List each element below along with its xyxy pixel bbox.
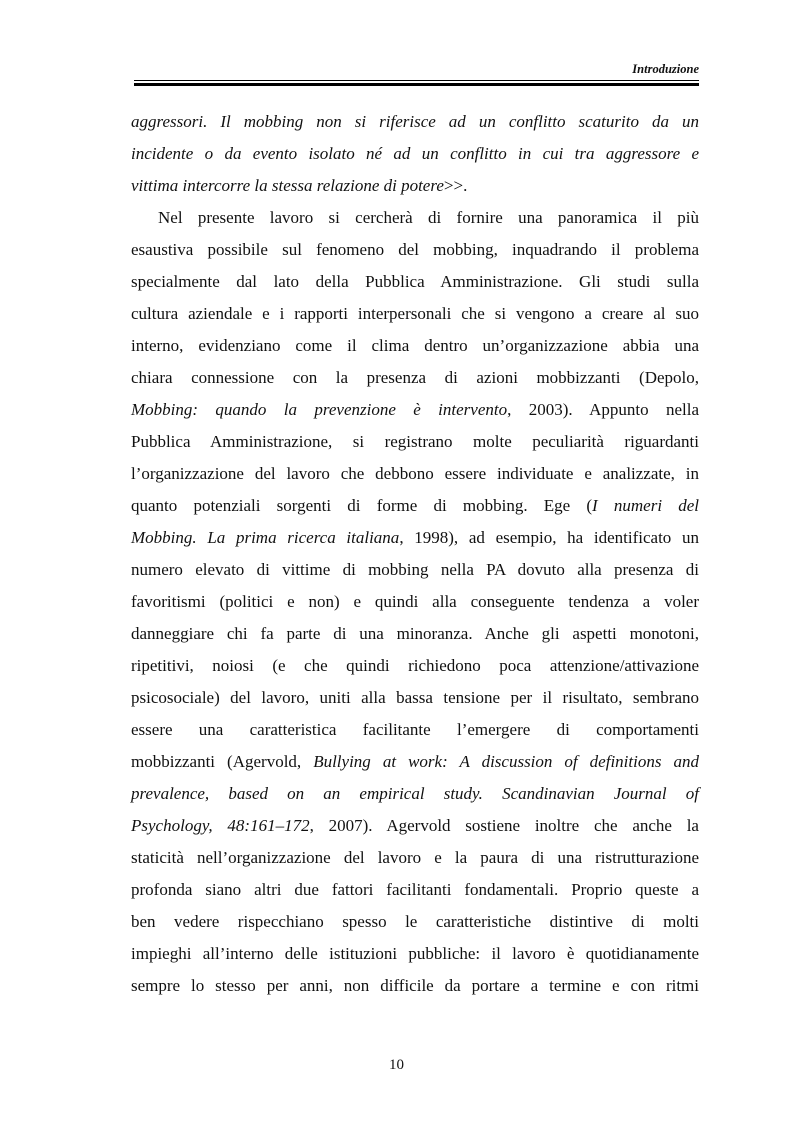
text-segment: specialmente dal lato della Pubblica Amministrazione. Gli studi sulla [131,272,699,291]
text-line [131,458,699,490]
text-segment: numero elevato di vittime di mobbing nella PA dovuto alla presenza di [131,560,699,579]
text-line [131,330,699,362]
page-number: 10 [389,1057,404,1073]
text-line [131,650,699,682]
text-segment: Bullying at work: A discussion of definitions and [313,752,699,771]
text-line [131,522,699,554]
text-line [131,266,699,298]
text-line [131,554,699,586]
text-segment: incidente o da evento isolato né ad un conflitto in cui tra aggressore e [131,144,699,163]
text-segment: , 1998), ad esempio, ha identificato un [399,528,699,547]
running-header [134,62,699,82]
text-segment: impieghi all’interno delle istituzioni pubbliche: il lavoro è quotidianamente [131,944,699,963]
text-segment: sempre lo stesso per anni, non difficile da portare a termine e con ritmi [131,976,699,995]
text-line [131,682,699,714]
text-line [131,426,699,458]
text-segment: interno, evidenziano come il clima dentro un’organizzazione abbia una [131,336,699,355]
text-segment: cultura aziendale e i rapporti interpersonali che si vengono a creare al suo [131,304,699,323]
text-segment: Pubblica Amministrazione, si registrano molte peculiarità riguardanti [131,432,699,451]
text-line [131,138,699,170]
text-segment: , 2003). Appunto nella [507,400,699,419]
text-line [131,490,699,522]
text-line [131,618,699,650]
text-segment: esaustiva possibile sul fenomeno del mobbing, inquadrando il problema [131,240,699,259]
text-line [131,362,699,394]
text-line [131,810,699,842]
text-segment: mobbizzanti (Agervold, [131,752,314,771]
text-line [131,938,699,970]
text-segment: quanto potenziali sorgenti di forme di mobbing. Ege ( [131,496,593,515]
text-line [131,970,699,1002]
text-segment: vittima intercorre la stessa relazione di potere [131,176,444,195]
text-segment: psicosociale) del lavoro, uniti alla bassa tensione per il risultato, sembrano [131,688,699,707]
text-segment: favoritismi (politici e non) e quindi alla conseguente tendenza a voler [131,592,699,611]
text-line [131,714,699,746]
text-segment: Mobbing. La prima ricerca italiana [131,528,400,547]
text-segment: ben vedere rispecchiano spesso le caratteristiche distintive di molti [131,912,699,931]
text-segment: danneggiare chi fa parte di una minoranza. Anche gli aspetti monotoni, [131,624,699,643]
header-rule-thin [134,80,699,81]
text-segment: prevalence, based on an empirical study. Scandinavian Journal of [131,784,699,803]
text-line [131,746,699,778]
text-segment: Nel presente lavoro si cercherà di fornire una panoramica il più [158,208,699,227]
text-segment: profonda siano altri due fattori facilitanti fondamentali. Proprio queste a [131,880,699,899]
text-line [131,586,699,618]
text-segment: ripetitivi, noiosi (e che quindi richiedono poca attenzione/attivazione [131,656,699,675]
running-header-title: Introduzione [632,62,699,76]
body-text [131,106,699,1002]
text-line [131,170,699,202]
text-segment: essere una caratteristica facilitante l’emergere di comportamenti [131,720,699,739]
text-segment: staticità nell’organizzazione del lavoro e la paura di una ristrutturazione [131,848,699,867]
text-line [131,394,699,426]
text-segment: aggressori. Il mobbing non si riferisce ad un conflitto scaturito da un [131,112,699,131]
text-line [131,906,699,938]
text-line [131,202,699,234]
header-rule-thick [134,83,699,86]
text-segment: l’organizzazione del lavoro che debbono essere individuate e analizzate, in [131,464,699,483]
text-line [131,106,699,138]
text-line [131,778,699,810]
text-line [131,234,699,266]
text-segment: I numeri del [592,496,700,515]
text-line [131,842,699,874]
text-segment: Mobbing: quando la prevenzione è intervento [131,400,508,419]
text-line [131,874,699,906]
text-segment: >>. [443,176,468,195]
text-segment: chiara connessione con la presenza di azioni mobbizzanti (Depolo, [131,368,699,387]
text-line [131,298,699,330]
text-segment: , 2007). Agervold sostiene inoltre che anche la [309,816,699,835]
text-segment: Psychology, 48:161–172 [131,816,310,835]
